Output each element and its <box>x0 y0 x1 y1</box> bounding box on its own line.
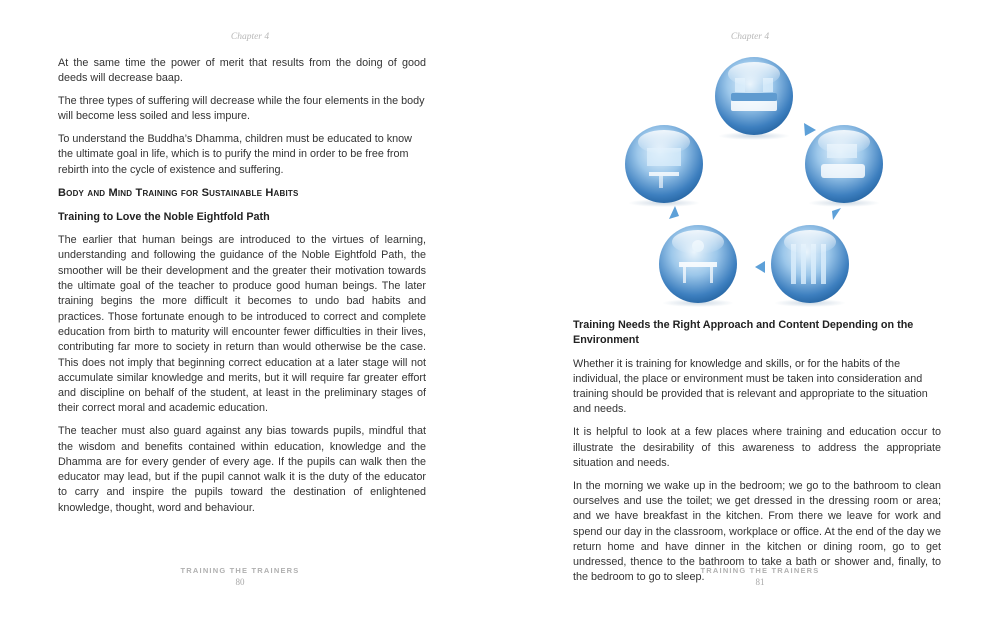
paragraph: Whether it is training for knowledge and skills, or for the habits of the individual, the place or environment must be taken into consideration and training should be provided that is relevant and appropriate to the situation and needs. <box>573 357 928 416</box>
paragraph: The three types of suffering will decrease while the four elements in the body will become less soiled and less impure. <box>58 95 425 123</box>
classroom-photo-icon <box>625 125 703 207</box>
paragraph: The earlier that human beings are introduced to the virtues of learning, understanding and following the guidance of the Noble Eightfold Path, the smoother will be their development and the greater their motivation towards the ultimate goal of the teacher to produce good human beings. The later training begins the more difficult it becomes to undo bad habits and practices. Those fortunate enough to be introduced to correct and complete education from birth to maturity will encounter fewer difficulties in their lives, contributing far more to society in return than would otherwise be the case. This does not imply that beginning correct education at a later stage will not accumulate similar knowledge and merits, but it will require far greater effort and discipline on behalf of the student, at least in the preliminary stages of their correct moral and academic education. <box>58 234 426 415</box>
running-head: Chapter 4 <box>730 32 770 42</box>
dining-room-photo-icon <box>659 225 737 307</box>
right-page <box>500 0 1000 618</box>
page-footer <box>140 566 340 587</box>
arrow-icon <box>755 261 765 273</box>
arrow-icon <box>804 123 816 136</box>
paragraph: It is helpful to look at a few places where training and education occur to illustrate the desirability of this awareness to address the appropriate situation and needs. <box>573 426 941 469</box>
subheading: Training Needs the Right Approach and Content Depending on the Environment <box>573 319 914 347</box>
arrow-icon <box>669 206 679 219</box>
daily-cycle-diagram <box>619 56 889 312</box>
left-text-block <box>58 56 426 524</box>
page-number: 80 <box>235 577 245 587</box>
bathroom-photo-icon <box>805 125 883 207</box>
section-heading: Body and Mind Training for Sustainable Habits <box>58 186 299 199</box>
footer-title: TRAINING THE TRAINERS <box>180 566 300 575</box>
bedroom-photo-icon <box>715 57 793 140</box>
page-number: 81 <box>755 577 765 587</box>
right-text-block <box>573 318 941 593</box>
paragraph: The teacher must also guard against any bias towards pupils, mindful that the wisdom and benefits contained within education, knowledge and the Dhamma are for every gender of every age. If the pupils can walk then the educator may lead, but if the pupil cannot walk it is the duty of the educator to carry and inspire the pupils toward the destination of enlightened knowledge, thought, word and behaviour. <box>58 425 426 514</box>
running-head: Chapter 4 <box>230 32 270 42</box>
paragraph: In the morning we wake up in the bedroom; we go to the bathroom to clean ourselves and use the toilet; we get dressed in the dressing room or area; and we have breakfast in the kitchen. From there we leave for work and spend our day in the classroom, workplace or office. At the end of the day we return home and have dinner in the kitchen or dining room, go to get undressed, thence to the bathroom to take a bath or shower and, finally, to the bedroom to go to sleep. <box>573 479 941 584</box>
paragraph: At the same time the power of merit that results from the doing of good deeds will decrease baap. <box>58 57 426 85</box>
arrow-icon <box>832 208 841 220</box>
subheading: Training to Love the Noble Eightfold Path <box>58 210 270 223</box>
footer-title: TRAINING THE TRAINERS <box>700 566 820 575</box>
dressing-room-photo-icon <box>771 225 849 307</box>
paragraph: To understand the Buddha’s Dhamma, children must be educated to know the ultimate goal in life, which is to purify the mind in order to be free from rebirth into the cycle of existence and suffering. <box>58 133 412 176</box>
page-footer <box>660 566 860 587</box>
